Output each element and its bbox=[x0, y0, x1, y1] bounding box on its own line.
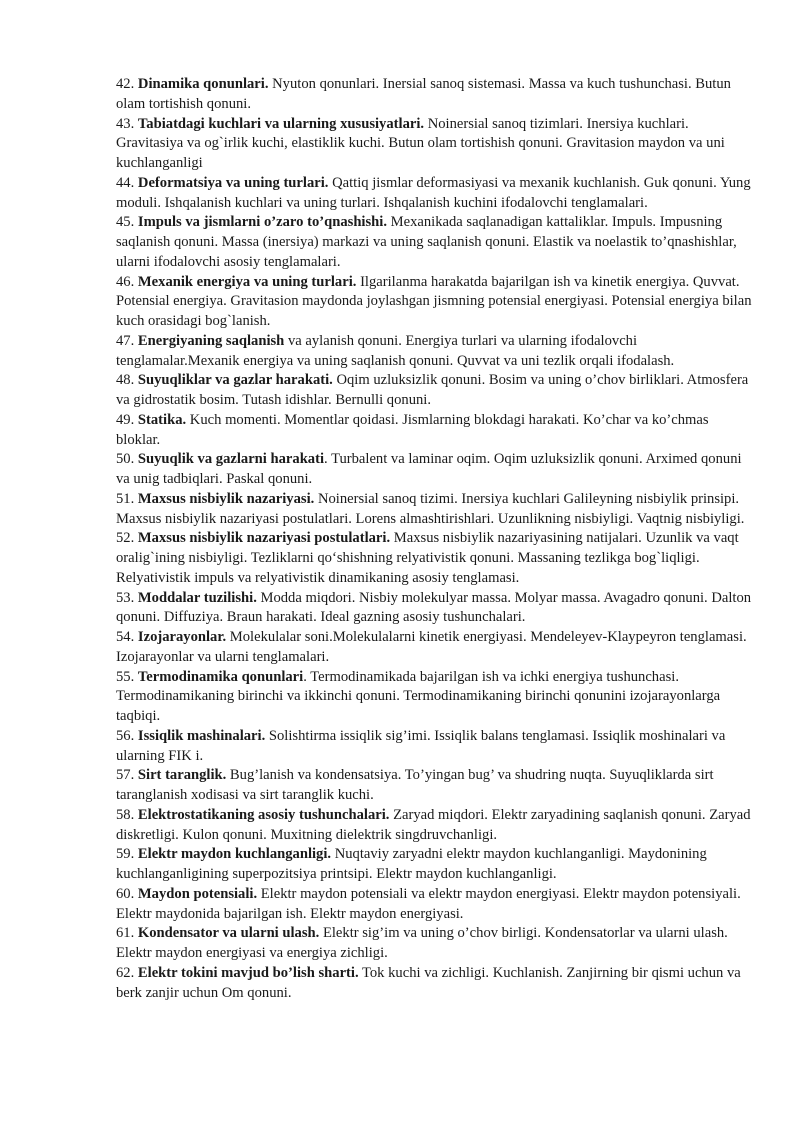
topic-title: Suyuqlik va gazlarni harakati bbox=[137, 451, 325, 468]
topic-number: 48. bbox=[116, 372, 135, 389]
topic-item-52 bbox=[116, 529, 756, 588]
topic-text: Solishtirma issiqlik sig’imi. Issiqlik balans tenglamasi. Issiqlik moshinalari va ularning FIK i. bbox=[116, 727, 726, 764]
topic-text: Modda miqdori. Nisbiy molekulyar massa. Molyar massa. Avagadro qonuni. Dalton qonuni. Diffuziya. Braun harakati. Ideal gazning asosiy tushunchalari. bbox=[116, 589, 752, 626]
topic-title: Energiyaning saqlanish bbox=[137, 332, 285, 349]
topic-number: 57. bbox=[116, 767, 135, 784]
topic-item-54 bbox=[116, 628, 756, 668]
topic-title: Suyuqliklar va gazlar harakati. bbox=[137, 372, 333, 389]
topic-title: Mexanik energiya va uning turlari. bbox=[137, 273, 357, 290]
topic-number: 44. bbox=[116, 174, 135, 191]
topic-item-57 bbox=[116, 766, 756, 806]
topic-number: 53. bbox=[116, 589, 135, 606]
topic-number: 58. bbox=[116, 806, 135, 823]
topic-title: Impuls va jismlarni o’zaro to’qnashishi. bbox=[137, 214, 387, 231]
topic-text: Noinersial sanoq tizimlari. Inersiya kuchlari. Gravitasiya va og`irlik kuchi, elastiklik kuchi. Butun olam tortishish qonuni. Gravitasion maydon va uni kuchlanganligi bbox=[116, 115, 725, 171]
topic-text: Maxsus nisbiylik nazariyasining natijalari. Uzunlik va vaqt oralig`ining nisbiyligi. Tezliklarni qo‘shishning relyativistik qonuni. Massaning tezlikga bog`liqligi. Relyativistik impuls va relyativistik dinamikaning asosiy tenglamasi. bbox=[116, 530, 739, 586]
topic-title: Elektr maydon kuchlanganligi. bbox=[137, 846, 332, 863]
topic-item-53 bbox=[116, 589, 756, 629]
topic-title: Deformatsiya va uning turlari. bbox=[137, 174, 329, 191]
topic-item-62 bbox=[116, 964, 756, 1004]
topic-number: 60. bbox=[116, 885, 135, 902]
topic-number: 46. bbox=[116, 273, 135, 290]
topic-text: Ilgarilanma harakatda bajarilgan ish va kinetik energiya. Quvvat. Potensial energiya. Gravitasion maydonda joylashgan jismning potensial energiyasi. Potensial energiya bilan kuch orasidagi bog`lanish. bbox=[116, 273, 752, 329]
topic-number: 62. bbox=[116, 964, 135, 981]
topic-title: Izojarayonlar. bbox=[137, 629, 227, 645]
topic-number: 47. bbox=[116, 332, 135, 349]
topic-title: Elektrostatikaning asosiy tushunchalari. bbox=[137, 806, 390, 823]
topic-number: 52. bbox=[116, 530, 135, 547]
topic-item-58 bbox=[116, 806, 756, 846]
topic-text: Nyuton qonunlari. Inersial sanoq sistemasi. Massa va kuch tushunchasi. Butun olam tortishish qonuni. bbox=[116, 76, 731, 112]
topic-text: Elektr maydon potensiali va elektr maydon energiyasi. Elektr maydon potensiyali. Elektr maydonida bajarilgan ish. Elektr maydon energiyasi. bbox=[116, 885, 741, 922]
topic-number: 59. bbox=[116, 846, 135, 863]
topic-text: va aylanish qonuni. Energiya turlari va ularning ifodalovchi tenglamalar.Mexanik energiya va uning saqlanish qonuni. Quvvat va uni tezlik orqali ifodalash. bbox=[116, 332, 675, 369]
topic-item-60 bbox=[116, 885, 756, 925]
topic-text: Qattiq jismlar deformasiyasi va mexanik kuchlanish. Guk qonuni. Yung moduli. Ishqalanish kuchlari va uning turlari. Ishqalanish kuchini ifodalovchi tenglamalari. bbox=[116, 174, 751, 211]
topic-title: Maydon potensiali. bbox=[137, 885, 258, 902]
topic-item-55 bbox=[116, 668, 756, 727]
topic-number: 55. bbox=[116, 668, 135, 685]
topic-text: Kuch momenti. Momentlar qoidasi. Jismlarning blokdagi harakati. Ko’char va ko’chmas bloklar. bbox=[116, 411, 709, 448]
topic-item-47 bbox=[116, 332, 756, 372]
topic-number: 50. bbox=[116, 451, 135, 468]
topic-number: 42. bbox=[116, 76, 135, 92]
topic-number: 45. bbox=[116, 214, 135, 231]
topic-title: Termodinamika qonunlari bbox=[137, 668, 304, 685]
topic-title: Dinamika qonunlari. bbox=[137, 76, 269, 92]
topic-title: Issiqlik mashinalari. bbox=[137, 727, 266, 744]
topic-text: Elektr sig’im va uning o’chov birligi. Kondensatorlar va ularni ulash. Elektr maydon energiyasi va energiya zichligi. bbox=[116, 925, 728, 961]
topic-item-44 bbox=[116, 174, 756, 214]
topic-item-46 bbox=[116, 273, 756, 332]
topic-list bbox=[116, 75, 756, 1003]
topic-title: Moddalar tuzilishi. bbox=[137, 589, 257, 606]
topic-text: Nuqtaviy zaryadni elektr maydon kuchlanganligi. Maydonining kuchlanganligining superpozitsiya printsipi. Elektr maydon kuchlanganligi. bbox=[116, 846, 707, 882]
topic-number: 56. bbox=[116, 727, 135, 744]
topic-text: Tok kuchi va zichligi. Kuchlanish. Zanjirning bir qismi uchun va berk zanjir uchun Om qonuni. bbox=[116, 964, 741, 1001]
topic-item-42 bbox=[116, 75, 756, 115]
topic-title: Maxsus nisbiylik nazariyasi postulatlari. bbox=[137, 530, 391, 547]
topic-item-45 bbox=[116, 213, 756, 272]
topic-title: Tabiatdagi kuchlari va ularning xususiyatlari. bbox=[137, 115, 425, 132]
topic-number: 54. bbox=[116, 629, 135, 645]
topic-number: 43. bbox=[116, 115, 135, 132]
topic-item-50 bbox=[116, 450, 756, 490]
topic-item-51 bbox=[116, 490, 756, 530]
topic-item-59 bbox=[116, 845, 756, 885]
topic-item-49 bbox=[116, 411, 756, 451]
topic-text: Bug’lanish va kondensatsiya. To’yingan bug’ va shudring nuqta. Suyuqliklarda sirt taranglanish xodisasi va sirt taranglik kuchi. bbox=[116, 767, 714, 803]
topic-title: Statika. bbox=[137, 411, 187, 428]
topic-title: Maxsus nisbiylik nazariyasi. bbox=[137, 490, 315, 507]
topic-text: Zaryad miqdori. Elektr zaryadining saqlanish qonuni. Zaryad diskretligi. Kulon qonuni. Muxitning dielektrik singdruvchanligi. bbox=[116, 806, 751, 843]
topic-text: . Turbalent va laminar oqim. Oqim uzluksizlik qonuni. Arximed qonuni va unig tadbiqlari. Paskal qonuni. bbox=[116, 451, 742, 487]
topic-title: Elektr tokini mavjud bo’lish sharti. bbox=[137, 964, 359, 981]
topic-item-48 bbox=[116, 371, 756, 411]
topic-title: Kondensator va ularni ulash. bbox=[137, 925, 320, 942]
topic-text: Molekulalar soni.Molekulalarni kinetik energiyasi. Mendeleyev-Klaypeyron tenglamasi. Izojarayonlar va ularni tenglamalari. bbox=[116, 629, 747, 665]
topic-item-56 bbox=[116, 727, 756, 767]
topic-number: 51. bbox=[116, 490, 135, 507]
topic-number: 49. bbox=[116, 411, 135, 428]
topic-title: Sirt taranglik. bbox=[137, 767, 227, 784]
topic-text: Mexanikada saqlanadigan kattaliklar. Impuls. Impusning saqlanish qonuni. Massa (inersiya) markazi va uning saqlanish qonuni. Elastik va noelastik to’qnashishlar, ularni ifodalovchi asosiy tenglamalari. bbox=[116, 214, 737, 270]
topic-text: Noinersial sanoq tizimi. Inersiya kuchlari Galileyning nisbiylik prinsipi. Maxsus nisbiylik nazariyasi postulatlari. Lorens almashtirishlari. Uzunlikning nisbiyligi. Vaqtnig nisbiyligi. bbox=[116, 490, 745, 527]
topic-item-61 bbox=[116, 924, 756, 964]
topic-text: . Termodinamikada bajarilgan ish va ichki energiya tushunchasi. Termodinamikaning birinchi va ikkinchi qonuni. Termodinamikaning birinchi qonunini izojarayonlarga taqbiqi. bbox=[116, 668, 721, 724]
topic-number: 61. bbox=[116, 925, 135, 942]
topic-text: Oqim uzluksizlik qonuni. Bosim va uning o’chov birliklari. Atmosfera va gidrostatik bosim. Tutash idishlar. Bernulli qonuni. bbox=[116, 372, 749, 408]
topic-item-43 bbox=[116, 115, 756, 174]
